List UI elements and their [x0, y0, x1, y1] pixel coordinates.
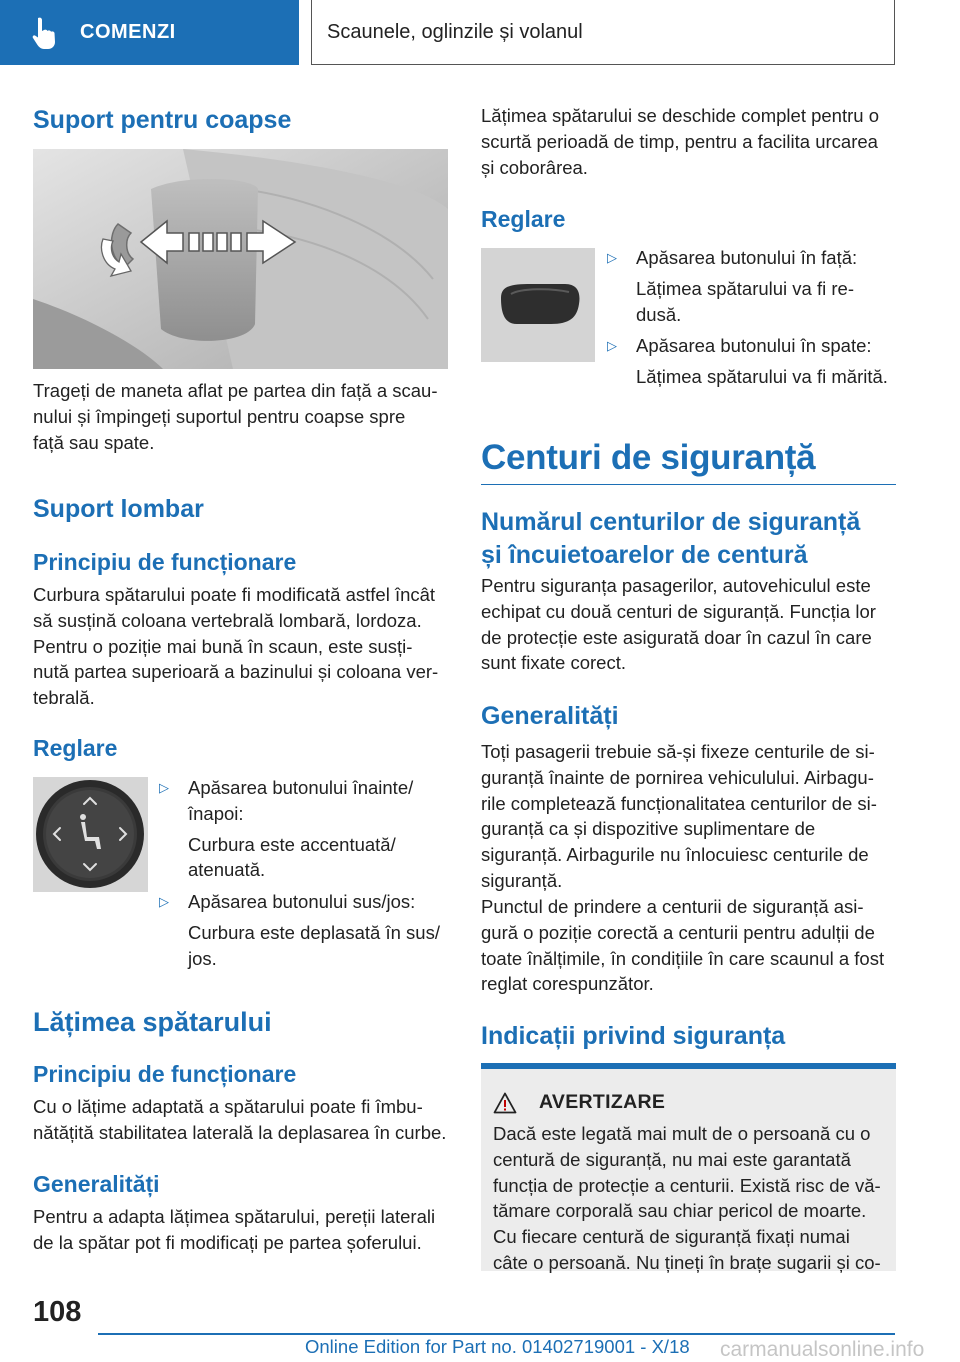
text-line: Curbura este accentuată/: [188, 833, 396, 855]
warning-triangle-icon: [493, 1092, 517, 1114]
triangle-bullet-icon: ▷: [159, 780, 169, 795]
text-line: nută partea superioară a bazinului și coloana ver-: [33, 661, 439, 683]
warning-label: AVERTIZARE: [539, 1091, 666, 1113]
width-switch-image: [481, 248, 595, 362]
text-line: Curbura spătarului poate fi modificată astfel încât: [33, 584, 436, 605]
width-principle-title: Principiu de funcționare: [33, 1061, 297, 1087]
page-number: 108: [33, 1296, 82, 1328]
text-line: Pentru a adapta lățimea spătarului, pereții laterali: [33, 1206, 436, 1227]
bullet-label: Apăsarea butonului înainte/: [188, 777, 414, 798]
edition-text: Online Edition for Part no. 01402719001 - X/18: [305, 1336, 690, 1357]
warning-top-bar: [481, 1063, 896, 1069]
text-line: atenuată.: [188, 859, 266, 881]
triangle-bullet-icon: ▷: [607, 250, 617, 265]
lumbar-switch-image: [33, 777, 148, 892]
width-intro-text: [481, 103, 879, 180]
text-line: siguranță.: [481, 869, 563, 891]
text-line: de la spătar pot fi modificați pe partea șoferului.: [33, 1231, 422, 1253]
text-line: echipat cu două centuri de siguranță. Funcția lor: [481, 600, 876, 622]
text-line: de protecție este asigurată doar în cazul în care: [481, 626, 872, 648]
breadcrumb-text: Scaunele, oglinzile și volanul: [327, 20, 583, 43]
thigh-support-image: [33, 149, 448, 369]
lumbar-support-title: Suport lombar: [33, 495, 204, 523]
belts-count-title: [481, 506, 860, 572]
text-line: sunt fixate corect.: [481, 652, 626, 674]
width-general-title: Generalități: [33, 1171, 160, 1197]
text-line: Lățimea spătarului va fi mărită.: [636, 366, 888, 388]
text-line: să susțină coloana vertebrală lombară, lordoza.: [33, 609, 422, 631]
text-line: toate înălțimile, în condițiile în care scaunul a fost: [481, 947, 885, 969]
belts-count-text: [481, 573, 876, 676]
width-bullet-list: [607, 245, 897, 390]
text-line: Trageți de maneta aflat pe partea din față a scau-: [33, 380, 438, 401]
text-line: centură de siguranță, nu mai este garantată: [493, 1148, 851, 1170]
text-line: scurtă perioadă de timp, pentru a facilita urcarea: [481, 130, 878, 152]
text-line: jos.: [188, 947, 217, 969]
title-line: și încuietoarelor de centură: [481, 541, 808, 569]
text-line: Pentru siguranța pasagerilor, autovehiculul este: [481, 575, 871, 596]
bullet-sub: [159, 832, 449, 884]
list-item: [159, 889, 449, 915]
section-tab[interactable]: [0, 0, 299, 65]
belts-general-title: Generalități: [481, 702, 619, 730]
text-line: siguranță. Airbagurile nu înlocuiesc centurile de: [481, 844, 869, 866]
bullet-sub: [607, 364, 897, 390]
list-item: [607, 333, 897, 359]
warning-header: [493, 1091, 665, 1114]
lumbar-principle-title: Principiu de funcționare: [33, 549, 297, 575]
bullet-label: înapoi:: [188, 802, 244, 824]
text-line: nătățită stabilitatea laterală la deplasarea în curbe.: [33, 1121, 447, 1143]
text-line: Punctul de prindere a centurii de siguranță asi-: [481, 896, 864, 917]
bullet-label: Apăsarea butonului în spate:: [636, 335, 872, 357]
text-line: nului și împingeți suportul pentru coapse spre: [33, 405, 406, 427]
belts-general-text-1: [481, 739, 877, 894]
text-line: Curbura este deplasată în sus/: [188, 921, 440, 943]
text-line: Lățimea spătarului se deschide complet pentru o: [481, 105, 879, 126]
tab-label: COMENZI: [80, 21, 176, 43]
text-line: reglat corespunzător.: [481, 973, 654, 995]
text-line: tămare corporală sau chiar pericol de moarte.: [493, 1200, 867, 1222]
width-general-text: [33, 1204, 435, 1256]
width-adjust-title: Reglare: [481, 206, 566, 232]
bullet-label: Apăsarea butonului în față:: [636, 247, 858, 268]
footer-divider: [98, 1333, 895, 1335]
text-line: față sau spate.: [33, 431, 155, 453]
text-line: Dacă este legată mai mult de o persoană cu o: [493, 1123, 871, 1144]
seat-belts-title-text: Centuri de siguranță: [481, 438, 816, 477]
text-line: și coborârea.: [481, 156, 588, 178]
thigh-support-title: Suport pentru coapse: [33, 106, 292, 134]
warning-box: [481, 1063, 896, 1271]
text-line: Cu o lățime adaptată a spătarului poate fi îmbu-: [33, 1096, 423, 1117]
text-line: Pentru o poziție mai bună în scaun, este susți-: [33, 635, 413, 657]
text-line: rile completează funcționalitatea centurilor de si-: [481, 792, 877, 814]
triangle-bullet-icon: ▷: [607, 338, 617, 354]
lumbar-adjust-title: Reglare: [33, 735, 118, 761]
width-principle-text: [33, 1094, 446, 1146]
text-line: Cu fiecare centură de siguranță fixați numai: [493, 1226, 850, 1248]
text-line: dusă.: [636, 303, 682, 325]
title-line: Numărul centurilor de siguranță: [481, 508, 861, 536]
thigh-support-text: [33, 378, 438, 455]
lumbar-principle-text: [33, 582, 438, 711]
triangle-bullet-icon: ▷: [159, 894, 169, 910]
watermark-text: carmanualsonline.info: [720, 1338, 925, 1361]
text-line: funcția de protecție a centurii. Există risc de vă-: [493, 1174, 881, 1196]
text-line: Lățimea spătarului va fi re-: [636, 277, 854, 299]
pointing-hand-icon: [26, 13, 66, 53]
text-line: câte o persoană. Nu țineți în brațe sugarii și co-: [493, 1251, 881, 1273]
text-line: tebrală.: [33, 687, 95, 709]
bullet-sub: [159, 920, 449, 972]
list-item: [159, 775, 449, 827]
backrest-width-title: Lățimea spătarului: [33, 1007, 272, 1037]
text-line: guranță înainte de pornirea vehiculului. Airbagu-: [481, 766, 874, 788]
bullet-label: Apăsarea butonului sus/jos:: [188, 891, 416, 913]
warning-text: [493, 1121, 881, 1276]
text-line: guranță ca și dispozitive suplimentare de: [481, 818, 816, 840]
belts-general-text-2: [481, 894, 884, 997]
text-line: Toți pasagerii trebuie să-și fixeze centurile de si-: [481, 741, 875, 762]
text-line: gură o poziție corectă a centurii pentru adulții de: [481, 921, 875, 943]
list-item: [607, 245, 897, 271]
breadcrumb: [311, 0, 895, 65]
bullet-sub: [607, 276, 897, 328]
safety-notes-title: Indicații privind siguranța: [481, 1022, 786, 1050]
lumbar-bullet-list: [159, 775, 449, 972]
seat-belts-title: [481, 437, 896, 485]
